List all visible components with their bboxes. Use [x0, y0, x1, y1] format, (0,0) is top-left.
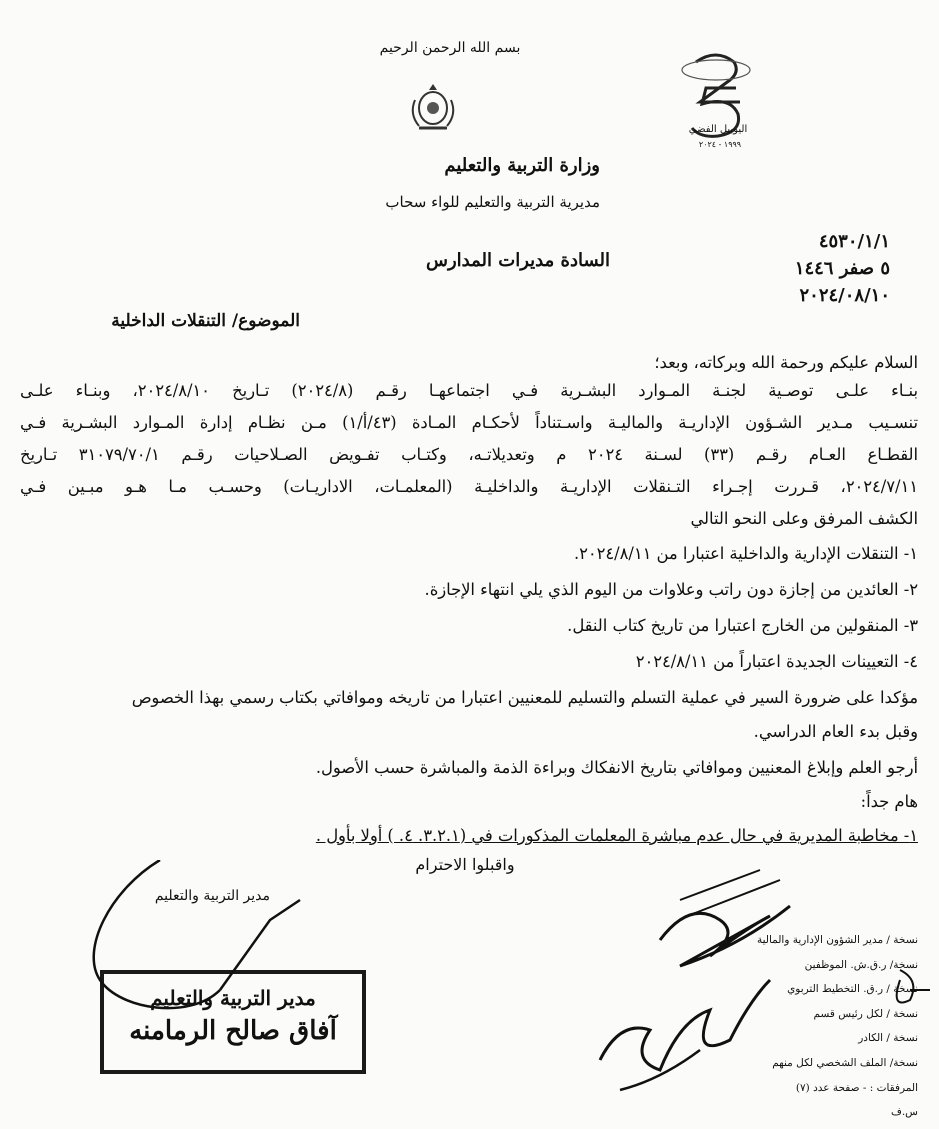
paragraph-line: بنـاء علـى توصـية لجنـة المـوارد البشـرية فـي اجتماعهـا رقـم (٢٠٢٤/٨) تـاريخ ٢٠٢٤/٨/١٠، وبنـاء علـى [20, 381, 918, 400]
addressee: السادة مديرات المدارس [426, 250, 610, 271]
attachments-line: المرفقات : - صفحة عدد (٧) [795, 1081, 918, 1094]
paragraph-line: تنسـيب مـدير الشـؤون الإداريـة والماليـة واسـتناداً لأحكـام المـادة (٤٣/أ/١) مـن نظـام إدارة المـوارد البشـرية فـي [20, 413, 918, 432]
confirmation-line: وقبل بدء العام الدراسي. [753, 722, 918, 741]
coat-of-arms-emblem [405, 80, 461, 136]
paragraph-line: ٢٠٢٤/٧/١١، قـررت إجـراء التـنقلات الإداريـة والداخليـة (المعلمـات، الاداريـات) وحسـب مـا هـو مبـين فـي [20, 477, 918, 496]
copy-line: نسخة / الكادر [858, 1032, 918, 1045]
confirmation-paragraph [20, 682, 918, 750]
basmala: بسم الله الرحمن الرحيم [379, 40, 521, 56]
directorate-name: مديرية التربية والتعليم للواء سحاب [385, 193, 600, 211]
list-item: ٢- العائدين من إجازة دون راتب وعلاوات من اليوم الذي يلي انتهاء الإجازة. [424, 580, 918, 599]
logo-caption: اليوبيل الفضي [688, 124, 748, 135]
list-item: ٤- التعيينات الجديدة اعتباراً من ٢٠٢٤/٨/١١ [635, 652, 918, 671]
copies-list [620, 928, 918, 1125]
important-item: ١- مخاطبة المديرية في حال عدم مباشرة المعلمات المذكورات في (٣.٢.١. ٤. ) أولا بأول . [315, 826, 918, 845]
subject-line: الموضوع/ التنقلات الداخلية [111, 311, 300, 331]
initials-line: س.ف [890, 1106, 918, 1119]
official-stamp [100, 970, 366, 1074]
copy-line: نسخة / لكل رئيس قسم [813, 1007, 918, 1020]
logo-years: ١٩٩٩ - ٢٠٢٤ [698, 140, 742, 149]
stamp-title: مدير التربية والتعليم [150, 986, 316, 1010]
ministry-name: وزارة التربية والتعليم [444, 155, 600, 176]
confirmation-line: مؤكدا على ضرورة السير في عملية التسلم والتسليم للمعنيين اعتبارا من تاريخه وموافاتي بكتاب رسمي بهذا الخصوص [131, 688, 918, 707]
gregorian-date: ٢٠٢٤/٠٨/١٠ [799, 285, 890, 306]
signatory-title: مدير التربية والتعليم [154, 888, 270, 904]
main-paragraph [20, 375, 918, 535]
signoff: واقبلوا الاحترام [415, 855, 515, 874]
reference-number: ٤٥٣٠/١/١ [818, 231, 890, 252]
reference-block [650, 228, 890, 309]
stamp-name: آفاق صالح الرمامنه [129, 1016, 337, 1046]
copy-line: نسخة / مدير الشؤون الإدارية والمالية [756, 934, 918, 946]
copy-line: نسخة / ر.ق. التخطيط التربوي [787, 983, 918, 996]
copy-line: نسخة/ الملف الشخصي لكل منهم [772, 1056, 918, 1069]
important-label: هام جداً: [860, 792, 918, 811]
decision-items [20, 538, 918, 682]
request-line: أرجو العلم وإبلاغ المعنيين وموافاتي بتاريخ الانفكاك وبراءة الذمة والمباشرة حسب الأصول. [315, 758, 918, 777]
paragraph-line: القطـاع العـام رقـم (٣٣) لسـنة ٢٠٢٤ م وتعديلاتـه، وكتـاب تفـويض الصـلاحيات رقـم ٣١٠٧٩/٧٠/١ تـاريخ [20, 445, 918, 464]
copy-line: نسخة/ ر.ق.ش. الموظفين [804, 958, 918, 971]
paragraph-line: الكشف المرفق وعلى النحو التالي [690, 509, 918, 528]
hijri-date: ٥ صفر ١٤٤٦ [794, 258, 890, 279]
list-item: ١- التنقلات الإدارية والداخلية اعتبارا من ٢٠٢٤/٨/١١. [573, 544, 918, 563]
list-item: ٣- المنقولين من الخارج اعتبارا من تاريخ كتاب النقل. [567, 616, 918, 635]
greeting: السلام عليكم ورحمة الله وبركاته، وبعد؛ [654, 353, 918, 372]
